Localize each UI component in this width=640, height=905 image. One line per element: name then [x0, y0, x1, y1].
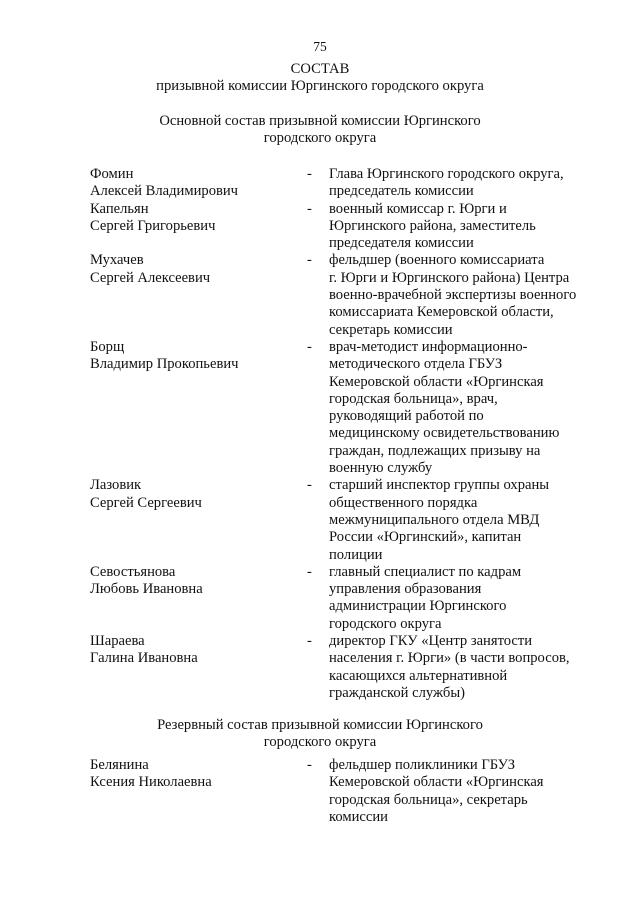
member-position-line: межмуниципального отдела МВД: [329, 511, 540, 528]
member-name-line: Мухачев: [90, 252, 144, 269]
main-heading-line-2: городского округа: [263, 130, 377, 147]
member-name-line: Любовь Ивановна: [90, 581, 203, 598]
member-dash: -: [307, 757, 312, 773]
member-row: [90, 633, 590, 702]
main-members-list: [90, 166, 590, 702]
member-dash: -: [307, 563, 312, 580]
member-position-line: граждан, подлежащих призыву на: [329, 442, 541, 459]
member-name-line: Севостьянова: [90, 563, 176, 580]
member-name: [90, 477, 307, 563]
member-name-line: Борщ: [90, 338, 125, 355]
member-dash: -: [307, 200, 312, 217]
member-position-line: г. Юрги и Юргинского района) Центра: [329, 269, 570, 286]
member-position-line: городская больница», секретарь: [329, 791, 528, 808]
member-name-line: Галина Ивановна: [90, 650, 198, 667]
member-name-line: Шараева: [90, 633, 145, 650]
main-heading-line-1: Основной состав призывной комиссии Юргинского: [159, 113, 481, 129]
member-position-line: комиссии: [329, 808, 388, 825]
member-position-line: России «Юргинский», капитан: [329, 529, 522, 546]
member-position-line: главный специалист по кадрам: [329, 563, 522, 580]
member-position-line: военную службу: [329, 460, 433, 477]
member-position: [329, 166, 589, 201]
member-name: [90, 201, 307, 253]
member-position-line: председатель комиссии: [329, 183, 474, 200]
member-name-line: Белянина: [90, 757, 149, 773]
member-name-line: Сергей Сергеевич: [90, 494, 202, 511]
member-position-line: гражданской службы): [329, 684, 465, 701]
member-name-line: Фомин: [90, 166, 134, 182]
document-title: [0, 61, 640, 96]
member-position-line: председателя комиссии: [329, 235, 474, 252]
member-dash: -: [307, 166, 312, 182]
member-position-line: администрации Юргинского: [329, 598, 507, 615]
member-row: [90, 252, 590, 338]
member-dash: -: [307, 633, 312, 650]
member-dash: -: [307, 338, 312, 355]
member-name: [90, 757, 307, 826]
member-position-line: руководящий работой по: [329, 408, 484, 425]
member-position-line: методического отдела ГБУЗ: [329, 356, 503, 373]
member-position: [329, 252, 589, 338]
member-name: [90, 564, 307, 633]
member-position: [329, 477, 589, 563]
member-position-line: врач-методист информационно-: [329, 338, 528, 355]
member-position-line: медицинскому освидетельствованию: [329, 425, 560, 442]
member-position-line: военно-врачебной экспертизы военного: [329, 287, 577, 304]
member-name: [90, 339, 307, 477]
member-position: [329, 339, 589, 477]
member-row: [90, 477, 590, 563]
member-position-line: общественного порядка: [329, 494, 478, 511]
member-position-line: фельдшер (военного комиссариата: [329, 252, 545, 269]
main-section-heading: [120, 113, 520, 148]
member-name-line: Ксения Николаевна: [90, 774, 212, 791]
title-line-1: СОСТАВ: [290, 61, 350, 77]
member-name-line: Лазовик: [90, 477, 142, 494]
member-position-line: Кемеровской области «Юргинская: [329, 774, 544, 791]
page-number: 75: [313, 39, 327, 54]
member-position: [329, 564, 589, 633]
member-position-line: Юргинского района, заместитель: [329, 217, 536, 234]
member-position-line: полиции: [329, 546, 383, 563]
member-row: [90, 339, 590, 477]
member-name-line: Сергей Алексеевич: [90, 269, 211, 286]
member-position-line: Кемеровской области «Юргинская: [329, 373, 544, 390]
member-row: [90, 564, 590, 633]
member-position-line: Глава Юргинского городского округа,: [329, 166, 564, 182]
member-position: [329, 633, 589, 702]
member-row: [90, 166, 590, 201]
member-position: [329, 201, 589, 253]
member-position: [329, 757, 589, 826]
title-line-2: призывной комиссии Юргинского городского округа: [156, 78, 484, 95]
member-position-line: городского округа: [329, 615, 442, 632]
member-row: [90, 757, 590, 826]
member-name: [90, 633, 307, 702]
member-position-line: управления образования: [329, 581, 482, 598]
member-position-line: городская больница», врач,: [329, 390, 498, 407]
member-name-line: Сергей Григорьевич: [90, 217, 216, 234]
member-position-line: комиссариата Кемеровской области,: [329, 304, 554, 321]
reserve-heading-line-2: городского округа: [263, 734, 377, 751]
reserve-members-list: [90, 757, 590, 826]
member-position-line: фельдшер поликлиники ГБУЗ: [329, 757, 516, 773]
member-position-line: старший инспектор группы охраны: [329, 477, 550, 494]
member-row: [90, 201, 590, 253]
member-position-line: директор ГКУ «Центр занятости: [329, 633, 533, 650]
member-position-line: населения г. Юрги» (в части вопросов,: [329, 650, 570, 667]
member-dash: -: [307, 477, 312, 494]
reserve-heading-line-1: Резервный состав призывной комиссии Юргинского: [157, 717, 483, 733]
member-position-line: военный комиссар г. Юрги и: [329, 200, 507, 217]
member-name-line: Алексей Владимирович: [90, 183, 239, 200]
member-name-line: Владимир Прокопьевич: [90, 356, 239, 373]
member-dash: -: [307, 252, 312, 269]
member-position-line: секретарь комиссии: [329, 321, 453, 338]
member-name: [90, 166, 307, 201]
member-name-line: Капельян: [90, 200, 149, 217]
reserve-section-heading: [120, 717, 520, 752]
member-name: [90, 252, 307, 338]
member-position-line: касающихся альтернативной: [329, 667, 508, 684]
